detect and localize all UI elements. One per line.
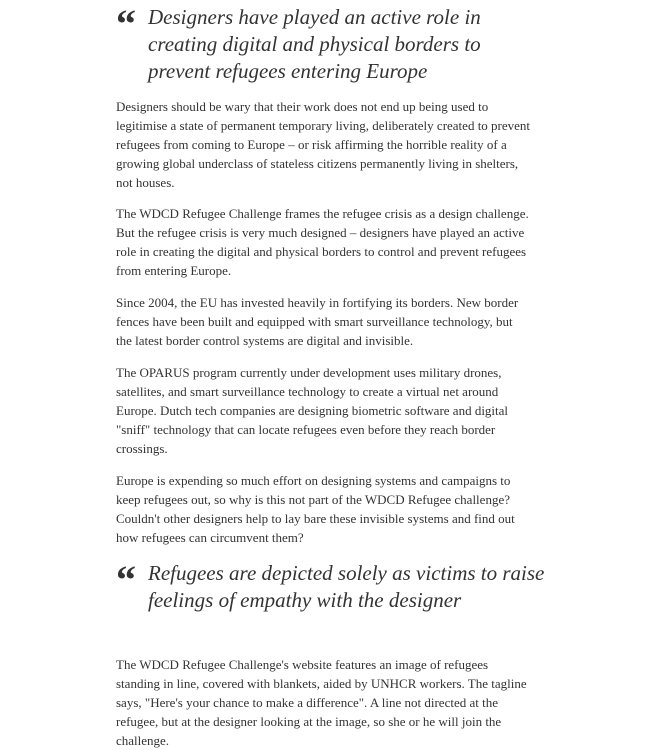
pull-quote-text: Refugees are depicted solely as victims to raise feelings of empathy with the designer: [148, 561, 545, 612]
paragraph: Since 2004, the EU has invested heavily in fortifying its borders. New border fences have been built and equipped with smart surveillance technology, but the latest border control systems are digital and invisible.: [116, 295, 519, 348]
paragraph: Europe is expending so much effort on designing systems and campaigns to keep refugees out, so why is this not part of the WDCD Refugee challenge? Couldn't other designers help to lay bare these invisible systems and find out how refugees can circumvent them?: [116, 473, 515, 545]
paragraph: The OPARUS program currently under development uses military drones, satellites, and smart surveillance technology to create a virtual net around Europe. Dutch tech companies are designing biometric software and digital "sniff" technology that can locate refugees even before they reach border crossings.: [116, 365, 509, 456]
paragraph: The WDCD Refugee Challenge's website features an image of refugees standing in line, covered with blankets, aided by UNHCR workers. The tagline says, "Here's your chance to make a difference". A line not directed at the refugee, but at the designer looking at the image, so she or he will join the challenge.: [116, 657, 527, 748]
paragraph: The WDCD Refugee Challenge frames the refugee crisis as a design challenge. But the refugee crisis is very much designed – designers have played an active role in creating the digital and physical borders to control and prevent refugees from entering Europe.: [116, 206, 529, 278]
pull-quote: [116, 1, 548, 85]
pull-quote-text: Designers have played an active role in creating digital and physical borders to prevent refugees entering Europe: [148, 5, 481, 83]
pull-quote: [116, 557, 548, 614]
quote-mark-icon: “: [116, 557, 133, 602]
paragraph: Designers should be wary that their work does not end up being used to legitimise a state of permanent temporary living, deliberately created to prevent refugees from coming to Europe – or risk affirming the horrible reality of a growing global underclass of stateless citizens permanently living in shelters, not houses.: [116, 99, 531, 190]
quote-mark-icon: “: [116, 1, 133, 46]
